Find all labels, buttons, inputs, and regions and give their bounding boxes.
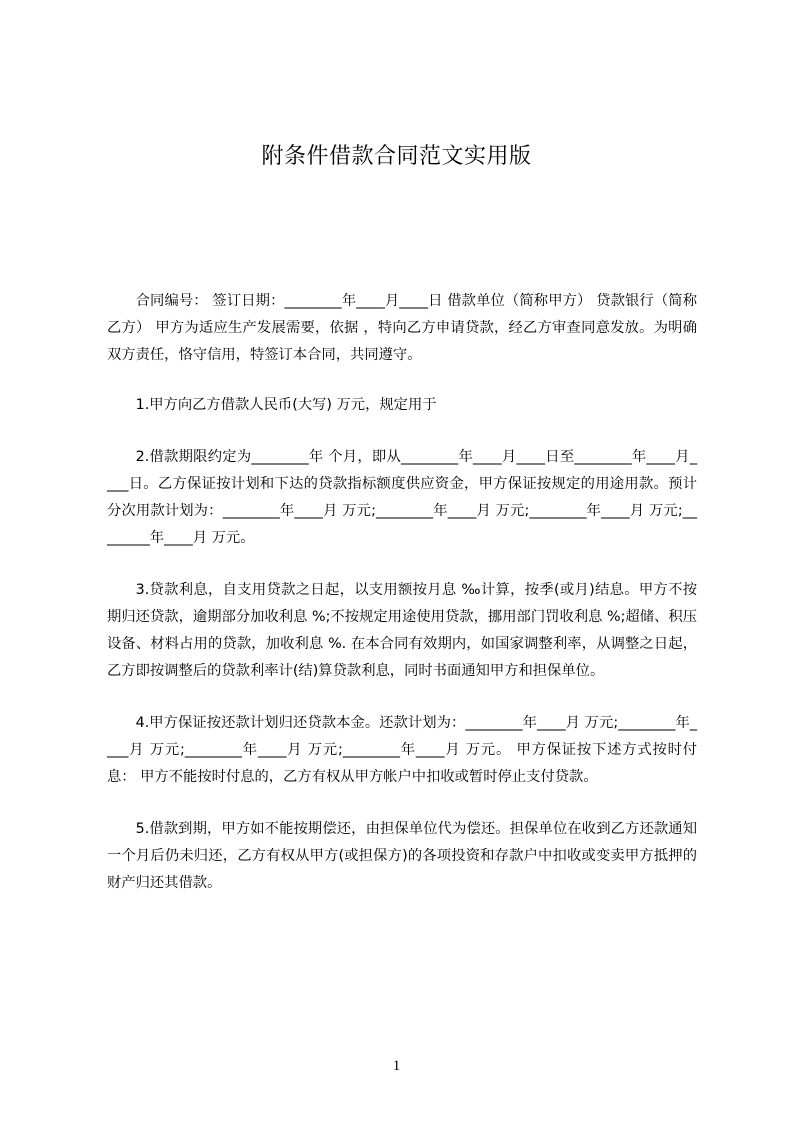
document-title: 附条件借款合同范文实用版 [261,144,532,169]
paragraph-clause-5: 5.借款到期，甲方如不能按期偿还，由担保单位代为偿还。担保单位在收到乙方还款通知一个月后仍未归还，乙方有权从甲方(或担保方)的各项投资和存款户中扣收或变卖甲方抵押的财产归还其借款。 [107,821,697,891]
paragraph-clause-3: 3.贷款利息，自支用贷款之日起，以支用额按月息 ‰计算，按季(或月)结息。甲方不按期归还贷款，逾期部分加收利息 %;不按规定用途使用贷款，挪用部门罚收利息 %;超储、积压设备、材料占用的贷款，加收利息 %. 在本合同有效期内，如国家调整利率，从调整之日起，乙方即按调整后的贷款利率计(结)算贷款利息，同时书面通知甲方和担保单位。 [107,582,697,679]
page-number: 1 [392,1058,401,1074]
document-body [107,288,697,897]
paragraph-clause-2: 2.借款期限约定为________年 个月，即从________年____月____日至________年____月____日。乙方保证按计划和下达的贷款指标额度供应资金，甲方保证按规定的用途用款。预计分次用款计划为：________年____月 万元;________年____月 万元;________年____月 万元;________年____月 万元。 [107,449,697,546]
paragraph-clause-1: 1.甲方向乙方借款人民币(大写) 万元，规定用于 [135,397,437,413]
paragraph-clause-4: 4.甲方保证按还款计划归还贷款本金。还款计划为：________年____月 万元;________年____月 万元;________年____月 万元;________年____月 万元。 甲方保证按下述方式按时付息： 甲方不能按时付息的，乙方有权从甲方帐户中扣收或暂时停止支付贷款。 [107,715,697,785]
paragraph-contract-header: 合同编号： 签订日期：________年____月____日 借款单位（简称甲方） 贷款银行（简称乙方） 甲方为适应生产发展需要，依据 ，特向乙方申请贷款，经乙方审查同意发放。为明确双方责任，恪守信用，特签订本合同，共同遵守。 [107,293,697,363]
